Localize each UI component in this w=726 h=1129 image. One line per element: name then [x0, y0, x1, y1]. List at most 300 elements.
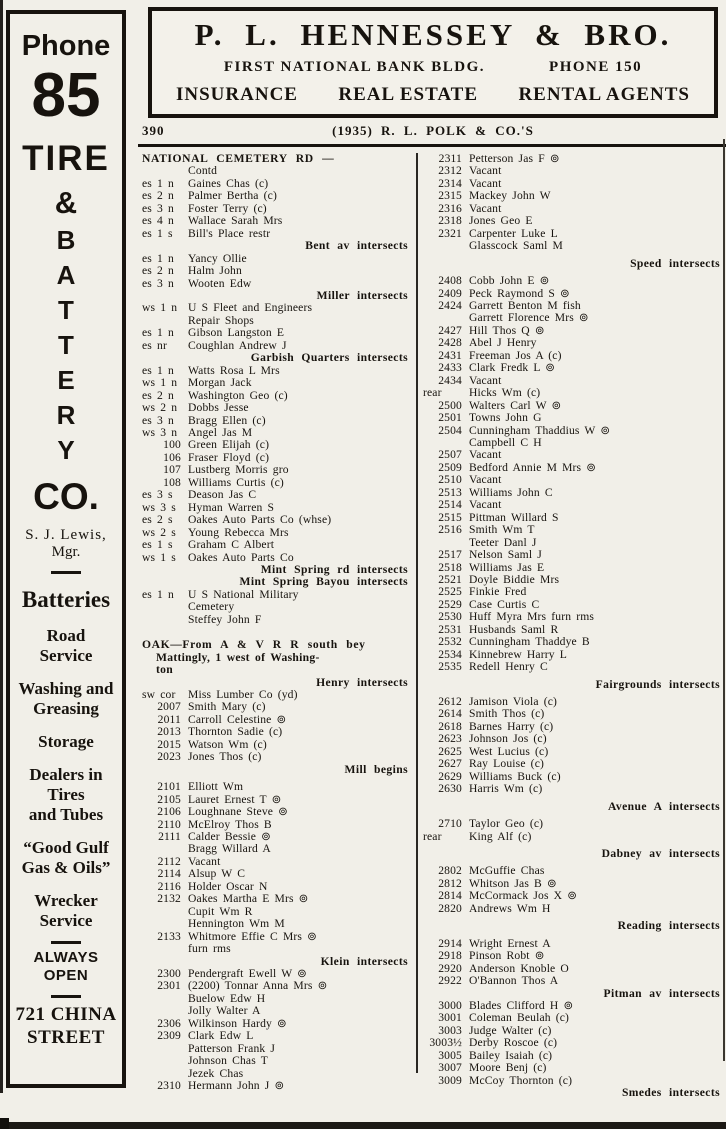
entry-text: Peck Raymond S ⊚: [469, 287, 570, 300]
entry-prefix: ws 2 n: [142, 401, 178, 415]
cross-street-label: Speed intersects: [630, 256, 720, 270]
cross-street-label: Fairgrounds intersects: [595, 677, 720, 691]
directory-entry: [142, 781, 414, 793]
entry-text: Andrews Wm H: [469, 902, 551, 915]
ad-manager-title: Mgr.: [51, 544, 81, 560]
left-column: [142, 153, 414, 1097]
directory-entry: [423, 512, 726, 524]
directory-entry: [423, 524, 726, 536]
directory-entry: [423, 1050, 726, 1062]
entry-text: Redell Henry C: [469, 661, 548, 674]
entry-prefix: 2623: [438, 732, 462, 746]
directory-entry: Johnson Chas T: [188, 1054, 268, 1068]
entry-text: Nelson Saml J: [469, 549, 542, 562]
ad-service-line: Storage: [38, 732, 94, 751]
entry-prefix: 2315: [438, 189, 462, 203]
entry-prefix: 2132: [157, 892, 181, 906]
entry-prefix: 2106: [157, 805, 181, 819]
entry-prefix: 2627: [438, 757, 462, 771]
entry-prefix: 2408: [438, 274, 462, 288]
ad-service-rental-agents: RENTAL AGENTS: [518, 84, 690, 105]
entry-text: Jamison Viola (c): [469, 696, 558, 709]
entry-text: Doyle Biddie Mrs: [469, 573, 560, 586]
directory-entry: [142, 739, 414, 751]
entry-text: Halm John: [188, 265, 242, 278]
ad-phone-number: 85: [31, 61, 101, 130]
entry-text: Williams John C: [469, 486, 553, 499]
directory-entry: [142, 931, 414, 943]
directory-entry: [142, 726, 414, 738]
directory-entry: [142, 489, 414, 501]
entry-text: McGuffie Chas: [469, 865, 545, 878]
directory-entry: Campbell C H: [469, 435, 542, 449]
entry-text: Coughlan Andrew J: [188, 339, 287, 352]
hennessey-ad: [148, 7, 718, 118]
entry-text: Carpenter Luke L: [469, 227, 558, 240]
entry-text: Watson Wm (c): [188, 738, 267, 751]
directory-entry: Glasscock Saml M: [469, 239, 563, 253]
directory-entry: [423, 474, 726, 486]
entry-text: Blades Clifford H ⊚: [469, 1000, 574, 1012]
entry-text: Case Curtis C: [469, 598, 540, 611]
entry-prefix: 2114: [157, 867, 181, 881]
entry-text: Lauret Ernest T ⊚: [188, 793, 282, 806]
directory-entry: [142, 464, 414, 476]
entry-text: McCoy Thornton (c): [469, 1074, 573, 1087]
page-edge-line-right: [723, 139, 725, 1061]
entry-prefix: 2534: [438, 647, 462, 661]
entry-text: O'Bannon Thos A: [469, 975, 559, 988]
directory-entry: [423, 1000, 726, 1012]
entry-text: Coleman Beulah (c): [469, 1012, 570, 1025]
ad-service-line: 721 CHINA: [15, 1004, 117, 1025]
entry-prefix: 2309: [157, 1029, 181, 1043]
directory-entry: [423, 275, 726, 287]
entry-prefix: 3000: [438, 999, 462, 1012]
entry-text: Cobb John E ⊚: [469, 275, 550, 288]
directory-entry: [142, 377, 414, 389]
directory-entry: [142, 253, 414, 265]
entry-text: Wilkinson Hardy ⊚: [188, 1017, 287, 1030]
directory-entry: [423, 708, 726, 720]
entry-text: Derby Roscoe (c): [469, 1037, 558, 1050]
entry-prefix: 2110: [157, 817, 181, 831]
entry-prefix: es 2 n: [142, 388, 174, 402]
directory-entry: [142, 203, 414, 215]
directory-entry: [423, 487, 726, 499]
entry-text: Miss Lumber Co (yd): [188, 689, 298, 702]
entry-text: Hyman Warren S: [188, 501, 275, 514]
entry-text: Holder Oscar N: [188, 880, 268, 893]
directory-entry: [423, 771, 726, 783]
ad-service-line: Gas & Oils”: [21, 858, 111, 877]
right-column: [423, 153, 726, 1097]
entry-text: Barnes Harry (c): [469, 720, 554, 733]
entry-text: Wooten Edw: [188, 277, 252, 290]
directory-entry: [423, 661, 726, 673]
entry-text: Jones Thos (c): [188, 751, 262, 764]
entry-text: Vacant: [188, 855, 221, 868]
directory-entry: Teeter Danl J: [469, 535, 537, 549]
ad-service-block: [10, 838, 122, 878]
entry-text: Palmer Bertha (c): [188, 190, 277, 203]
entry-prefix: 2133: [157, 929, 181, 943]
entry-prefix: es 1 s: [142, 538, 173, 552]
entry-text: King Alf (c): [469, 830, 532, 843]
entry-prefix: 2101: [157, 780, 181, 794]
ad-service-line: OPEN: [43, 967, 89, 984]
entry-text: Vacant: [469, 374, 502, 387]
entry-text: Petterson Jas F ⊚: [469, 153, 560, 165]
directory-entry: [142, 302, 414, 314]
cross-street-label: Mint Spring Bayou intersects: [239, 575, 408, 589]
entry-text: Smith Wm T: [469, 524, 535, 537]
entry-text: Clark Fredk L ⊚: [469, 362, 556, 375]
entry-text: Yancy Ollie: [188, 252, 247, 265]
directory-entry: [423, 1025, 726, 1037]
entry-text: Morgan Jack: [188, 377, 252, 390]
cross-street-label: Avenue A intersects: [608, 799, 720, 813]
directory-entry: [142, 190, 414, 202]
ad-manager-name: S. J. Lewis,: [25, 527, 107, 543]
entry-prefix: 2814: [438, 889, 462, 903]
ad-service-line: Service: [39, 646, 93, 665]
divider-dash: [51, 941, 81, 944]
street-heading: OAK—From A & V R R south bey: [142, 638, 366, 652]
directory-entry: Contd: [188, 164, 218, 178]
directory-entry: [423, 178, 726, 190]
entry-text: Pittman Willard S: [469, 511, 559, 524]
street-heading: ton: [156, 663, 174, 677]
entry-prefix: 2111: [158, 830, 181, 844]
ad-service-line: Service: [39, 911, 93, 930]
entry-prefix: 2318: [438, 214, 462, 228]
entry-prefix: es 3 n: [142, 201, 174, 215]
entry-prefix: 2618: [438, 719, 462, 733]
directory-entry: [142, 893, 414, 905]
directory-entry: [423, 586, 726, 598]
page-number: 390: [142, 123, 165, 138]
directory-entry: [142, 819, 414, 831]
entry-prefix: 2802: [438, 864, 462, 878]
ad-service-line: ALWAYS: [33, 949, 99, 966]
directory-entry: [142, 365, 414, 377]
vertical-letter: E: [57, 365, 75, 395]
entry-prefix: 2316: [438, 201, 462, 215]
directory-entry: [423, 1012, 726, 1024]
directory-entry: [423, 890, 726, 902]
street-heading: NATIONAL CEMETERY RD —: [142, 153, 335, 165]
cross-street-label: Klein intersects: [320, 954, 408, 968]
entry-text: Whitson Jas B ⊚: [469, 877, 557, 890]
cross-street-label: Pitman av intersects: [603, 986, 720, 1000]
directory-entry: [142, 439, 414, 451]
entry-text: Oakes Auto Parts Co: [188, 551, 294, 564]
entry-prefix: 2629: [438, 769, 462, 783]
entry-prefix: 2614: [438, 707, 462, 721]
ad-service-line: Road: [46, 626, 86, 645]
directory-entry: [423, 574, 726, 586]
cross-street-label: Miller intersects: [316, 288, 408, 302]
entry-text: Vacant: [469, 165, 502, 178]
entry-prefix: 2112: [157, 854, 181, 868]
directory-entry: [142, 751, 414, 763]
vertical-letter: T: [58, 295, 74, 325]
directory-entry: [142, 806, 414, 818]
entry-prefix: 2530: [438, 610, 462, 624]
column-divider: [416, 153, 418, 1073]
entry-prefix: es 3 n: [142, 413, 174, 427]
entry-prefix: 2612: [438, 695, 462, 709]
vertical-letter: T: [58, 330, 74, 360]
directory-entry: [423, 865, 726, 877]
cross-street-label: Henry intersects: [316, 675, 408, 689]
directory-entry: [423, 215, 726, 227]
entry-prefix: 2015: [157, 737, 181, 751]
directory-entry: Cupit Wm R: [188, 904, 253, 918]
divider-dash: [51, 571, 81, 574]
directory-entry: [423, 746, 726, 758]
entry-text: Gibson Langston E: [188, 327, 285, 340]
directory-entry: Bragg Willard A: [188, 842, 271, 856]
entry-prefix: 2433: [438, 361, 462, 375]
directory-entry: [423, 462, 726, 474]
directory-entry: furn rms: [188, 942, 231, 956]
entry-prefix: 2500: [438, 398, 462, 412]
entry-prefix: 2521: [438, 572, 462, 586]
entry-text: Vacant: [469, 449, 502, 462]
ad-service-block: [10, 1003, 122, 1049]
entry-text: Garrett Benton M fish: [469, 299, 581, 312]
entry-prefix: 2311: [438, 153, 462, 165]
entry-prefix: 2525: [438, 585, 462, 599]
directory-entry: [423, 963, 726, 975]
entry-prefix: es 3 n: [142, 276, 174, 290]
directory-entry: [423, 203, 726, 215]
entry-prefix: es 2 n: [142, 189, 174, 203]
directory-entry: [142, 701, 414, 713]
entry-text: Ray Louise (c): [469, 758, 544, 771]
entry-prefix: es 2 s: [142, 513, 173, 527]
entry-prefix: 2510: [438, 473, 462, 487]
directory-entry: [142, 714, 414, 726]
directory-entry: [423, 903, 726, 915]
entry-prefix: 108: [163, 475, 181, 489]
entry-prefix: ws 3 s: [142, 500, 176, 514]
ad-service-line: Greasing: [33, 699, 99, 718]
vertical-battery-word: [10, 223, 122, 468]
ad-service-block: [10, 626, 122, 666]
directory-entry: [142, 689, 414, 701]
entry-prefix: 2501: [438, 411, 462, 425]
directory-entry: [423, 878, 726, 890]
main-content: [136, 0, 726, 1097]
directory-entry: [423, 1037, 726, 1049]
entry-text: Vacant: [469, 177, 502, 190]
directory-entry: [423, 190, 726, 202]
entry-text: Vacant: [469, 202, 502, 215]
directory-entry: [423, 449, 726, 461]
cross-street-label: Reading intersects: [617, 919, 720, 933]
ad-title-co: CO.: [33, 476, 99, 517]
directory-entry: [423, 165, 726, 177]
entry-prefix: 2515: [438, 510, 462, 524]
entry-text: Loughnane Steve ⊚: [188, 806, 288, 819]
entry-text: Anderson Knoble O: [469, 962, 569, 975]
entry-prefix: 2514: [438, 498, 462, 512]
entry-text: Smith Mary (c): [188, 701, 266, 714]
directory-entry: [142, 980, 414, 992]
entry-text: Abel J Henry: [469, 337, 537, 350]
entry-prefix: es 4 n: [142, 214, 174, 228]
ad-building: FIRST NATIONAL BANK BLDG.: [223, 59, 486, 75]
entry-prefix: 2518: [438, 560, 462, 574]
entry-prefix: es 1 s: [142, 226, 173, 240]
entry-prefix: 106: [163, 450, 181, 464]
ad-address-row: [158, 57, 708, 77]
directory-entry: [423, 387, 726, 399]
entry-text: Dobbs Jesse: [188, 402, 249, 415]
directory-entry: [423, 549, 726, 561]
ad-phone: PHONE 150: [549, 59, 643, 75]
entry-prefix: 3009: [438, 1073, 462, 1087]
directory-entry: Buelow Edw H: [188, 991, 266, 1005]
entry-prefix: 2409: [438, 286, 462, 300]
entry-text: Judge Walter (c): [469, 1024, 552, 1037]
entry-text: Vacant: [469, 474, 502, 487]
ad-service-line: and Tubes: [28, 805, 104, 824]
ad-service-block: [10, 732, 122, 752]
entry-prefix: ws 1 n: [142, 301, 178, 315]
page-edge-line: [0, 0, 3, 1093]
next-section-edge: [6, 1122, 726, 1129]
entry-text: U S National Military: [188, 588, 299, 601]
directory-entry: [423, 400, 726, 412]
listing-columns: [142, 153, 726, 1097]
entry-text: McElroy Thos B: [188, 818, 272, 831]
vertical-letter: Y: [57, 435, 75, 465]
entry-text: Smith Thos (c): [469, 708, 545, 721]
entry-prefix: 2516: [438, 523, 462, 537]
entry-prefix: 107: [163, 463, 181, 477]
directory-entry: [142, 402, 414, 414]
entry-prefix: 2504: [438, 423, 462, 437]
publication-title: (1935) R. L. POLK & CO.'S: [332, 123, 534, 138]
entry-text: Huff Myra Mrs furn rms: [469, 611, 595, 624]
directory-entry: [423, 499, 726, 511]
entry-text: Carroll Celestine ⊚: [188, 713, 287, 726]
ad-service-line: Batteries: [21, 587, 111, 612]
entry-prefix: ws 2 s: [142, 525, 176, 539]
directory-entry: [142, 831, 414, 843]
ad-service-line: Dealers in: [29, 765, 103, 784]
cross-street-label: Bent av intersects: [305, 239, 408, 253]
ad-service-line: STREET: [27, 1027, 105, 1048]
entry-prefix: 2513: [438, 485, 462, 499]
entry-text: Johnson Jos (c): [469, 733, 547, 746]
entry-prefix: 2301: [157, 979, 181, 993]
directory-entry: Jezek Chas: [188, 1066, 244, 1080]
entry-text: Whitmore Effie C Mrs ⊚: [188, 930, 317, 943]
entry-prefix: 2812: [438, 876, 462, 890]
sidebar-services: [10, 587, 122, 1049]
directory-entry: [142, 514, 414, 526]
entry-text: Jones Geo E: [469, 215, 533, 228]
directory-entry: [142, 881, 414, 893]
entry-text: Calder Bessie ⊚: [188, 831, 271, 844]
directory-entry: [423, 733, 726, 745]
directory-entry: [142, 539, 414, 551]
vertical-letter: B: [56, 225, 76, 255]
entry-prefix: 2023: [157, 750, 181, 764]
entry-text: Finkie Fred: [469, 586, 527, 599]
entry-prefix: 2532: [438, 635, 462, 649]
entry-prefix: 3003½: [429, 1036, 462, 1050]
entry-text: Deason Jas C: [188, 489, 257, 502]
entry-text: Watts Rosa L Mrs: [188, 364, 280, 377]
scan-corner-mark: [0, 1118, 9, 1129]
entry-prefix: 2531: [438, 622, 462, 636]
ad-title-tire: TIRE: [22, 139, 110, 178]
entry-text: Washington Geo (c): [188, 389, 288, 402]
entry-text: Clark Edw L: [188, 1030, 254, 1043]
directory-entry: [423, 337, 726, 349]
entry-prefix: 2434: [438, 373, 462, 387]
directory-entry: [142, 794, 414, 806]
entry-prefix: 2920: [438, 961, 462, 975]
entry-text: Lustberg Morris gro: [188, 464, 289, 477]
entry-text: Husbands Saml R: [469, 623, 559, 636]
entry-prefix: 2306: [157, 1016, 181, 1030]
entry-text: Williams Jas E: [469, 561, 545, 574]
entry-prefix: 2535: [438, 660, 462, 674]
directory-entry: [142, 327, 414, 339]
entry-prefix: 2007: [157, 700, 181, 714]
entry-prefix: es 3 s: [142, 488, 173, 502]
entry-text: West Lucius (c): [469, 745, 549, 758]
directory-entry: [142, 1030, 414, 1042]
entry-prefix: es 1 n: [142, 326, 174, 340]
entry-text: Taylor Geo (c): [469, 818, 544, 831]
entry-text: Bailey Isaiah (c): [469, 1049, 553, 1062]
entry-text: Cunningham Thaddye B: [469, 636, 590, 649]
entry-prefix: 2517: [438, 548, 462, 562]
ad-phone-label: Phone: [21, 30, 111, 62]
directory-entry: Hennington Wm M: [188, 917, 285, 931]
entry-prefix: 2710: [438, 817, 462, 831]
entry-prefix: 2314: [438, 176, 462, 190]
entry-prefix: 100: [163, 438, 181, 452]
entry-prefix: 2310: [157, 1079, 181, 1093]
entry-prefix: 3005: [438, 1048, 462, 1062]
directory-entry: Patterson Frank J: [188, 1041, 276, 1055]
entry-prefix: ws 3 n: [142, 425, 178, 439]
directory-entry: [423, 599, 726, 611]
ad-service-insurance: INSURANCE: [176, 84, 298, 105]
entry-prefix: 2914: [438, 936, 462, 950]
vertical-letter: A: [56, 260, 76, 290]
directory-entry: Repair Shops: [188, 313, 254, 327]
entry-prefix: rear: [423, 386, 442, 400]
entry-text: Williams Buck (c): [469, 770, 561, 783]
directory-entry: Garrett Florence Mrs ⊚: [469, 311, 589, 325]
entry-text: Oakes Martha E Mrs ⊚: [188, 893, 309, 906]
entry-text: Oakes Auto Parts Co (whse): [188, 514, 332, 527]
entry-prefix: 2300: [157, 967, 181, 980]
ad-services-row: [158, 83, 708, 107]
ad-service-block: [10, 891, 122, 931]
entry-prefix: 2507: [438, 448, 462, 462]
